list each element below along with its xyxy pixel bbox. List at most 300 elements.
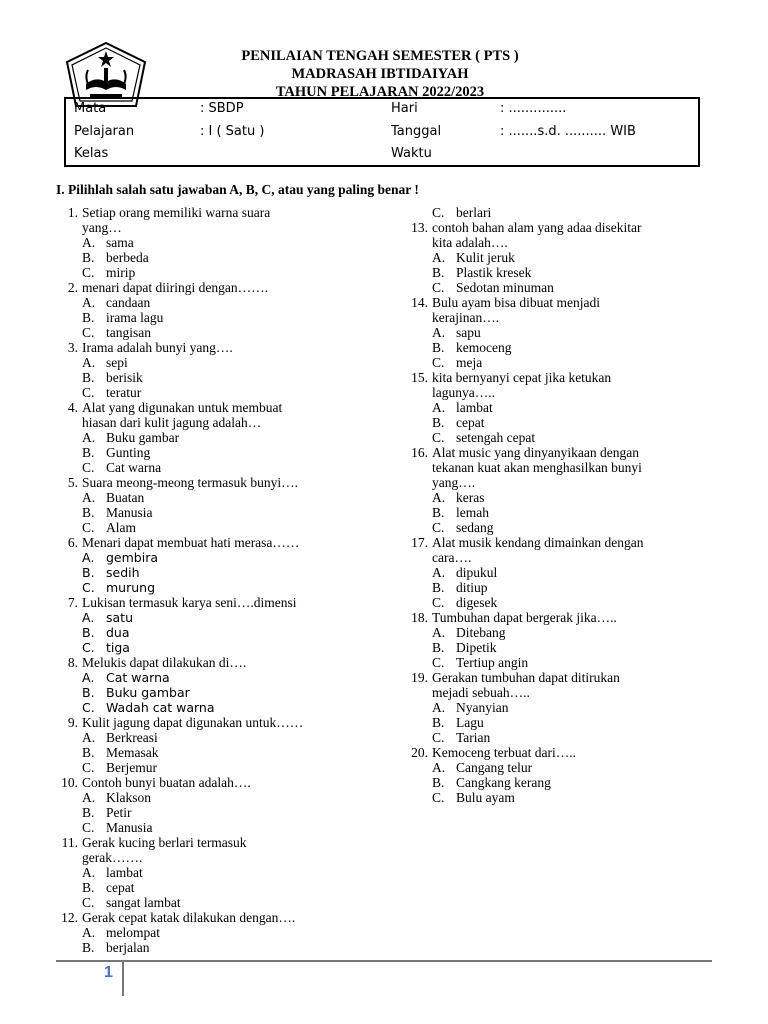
question-number: 17. — [411, 535, 428, 550]
question-line — [56, 655, 386, 670]
question-text: Alat musik kendang dimainkan dengan — [432, 535, 644, 550]
question-line — [406, 460, 706, 475]
option-text: Buku gambar — [106, 430, 180, 445]
option-text: dipukul — [456, 565, 498, 580]
option-letter: A. — [82, 610, 95, 625]
option-text: sangat lambat — [106, 895, 181, 910]
option-text: berisik — [106, 370, 143, 385]
answer-option — [406, 280, 706, 295]
question-item — [406, 205, 706, 220]
question-text: mejadi sebuah….. — [432, 685, 530, 700]
option-text: mirip — [106, 265, 136, 280]
answer-option — [56, 235, 386, 250]
answer-option — [56, 940, 386, 955]
question-item — [406, 295, 706, 370]
answer-option — [406, 730, 706, 745]
option-text: Buku gambar — [106, 685, 190, 700]
option-letter: A. — [82, 235, 96, 250]
question-text: Gerak cepat katak dilakukan dengan…. — [82, 910, 296, 925]
question-item — [56, 655, 386, 715]
option-text: cepat — [106, 880, 135, 895]
answer-option — [406, 205, 706, 220]
answer-option — [56, 295, 386, 310]
answer-option — [56, 670, 386, 685]
question-number: 1. — [67, 205, 78, 220]
option-letter: A. — [82, 925, 96, 940]
option-letter: A. — [432, 625, 446, 640]
answer-option — [56, 640, 386, 655]
question-number: 13. — [411, 220, 428, 235]
answer-option — [56, 625, 386, 640]
question-line — [406, 745, 706, 760]
question-text: Kulit jagung dapat digunakan untuk…… — [82, 715, 304, 730]
option-text: cepat — [456, 415, 485, 430]
answer-option — [56, 805, 386, 820]
question-text: Bulu ayam bisa dibuat menjadi — [432, 295, 600, 310]
answer-option — [56, 760, 386, 775]
option-text: Berjemur — [106, 760, 157, 775]
option-text: Kulit jeruk — [456, 250, 515, 265]
option-letter: A. — [82, 295, 96, 310]
answer-option — [406, 580, 706, 595]
footer-divider — [56, 960, 712, 962]
question-item — [56, 910, 386, 955]
option-text: tangisan — [106, 325, 151, 340]
option-text: Klakson — [106, 790, 151, 805]
question-item — [56, 475, 386, 535]
question-line — [56, 835, 386, 850]
option-letter: C. — [82, 325, 95, 340]
option-text: sama — [106, 235, 134, 250]
answer-option — [406, 790, 706, 805]
question-line — [406, 610, 706, 625]
answer-option — [56, 790, 386, 805]
option-letter: B. — [82, 505, 95, 520]
option-letter: A. — [82, 355, 96, 370]
question-text: cara…. — [432, 550, 472, 565]
question-line — [56, 535, 386, 550]
option-text: Berkreasi — [106, 730, 158, 745]
waktu-label: Waktu — [391, 146, 432, 161]
option-letter: A. — [82, 865, 96, 880]
mapel-value: : SBDP — [200, 101, 244, 116]
question-number: 2. — [67, 280, 78, 295]
answer-option — [56, 325, 386, 340]
answer-option — [406, 430, 706, 445]
option-letter: B. — [82, 310, 95, 325]
option-letter: C. — [82, 520, 95, 535]
question-text: hiasan dari kulit jagung adalah… — [82, 415, 262, 430]
option-letter: B. — [82, 250, 95, 265]
option-letter: A. — [82, 670, 95, 685]
option-text: gembira — [106, 550, 159, 565]
answer-option — [406, 490, 706, 505]
option-letter: B. — [82, 745, 95, 760]
answer-option — [406, 655, 706, 670]
question-line — [56, 775, 386, 790]
questions-left-column — [56, 205, 386, 955]
answer-option — [56, 430, 386, 445]
answer-option — [56, 730, 386, 745]
option-letter: A. — [82, 790, 96, 805]
question-number: 8. — [67, 655, 78, 670]
option-letter: B. — [432, 715, 445, 730]
question-text: kita adalah…. — [432, 235, 508, 250]
hari-label: Hari — [391, 101, 418, 116]
option-letter: B. — [432, 640, 445, 655]
questions-right-column — [406, 205, 706, 805]
question-line — [406, 475, 706, 490]
option-text: Manusia — [106, 505, 153, 520]
question-item — [56, 205, 386, 280]
info-row-2 — [66, 124, 698, 146]
title-line-3: TAHUN PELAJARAN 2022/2023 — [275, 84, 485, 100]
answer-option — [406, 355, 706, 370]
option-text: sedih — [106, 565, 140, 580]
option-text: berbeda — [106, 250, 149, 265]
option-letter: B. — [432, 340, 445, 355]
option-letter: B. — [82, 370, 95, 385]
question-text: Gerakan tumbuhan dapat ditirukan — [432, 670, 620, 685]
answer-option — [406, 595, 706, 610]
question-item — [56, 835, 386, 910]
question-number: 19. — [411, 670, 428, 685]
option-text: dua — [106, 625, 130, 640]
answer-option — [56, 505, 386, 520]
question-text: menari dapat diiringi dengan……. — [82, 280, 268, 295]
option-letter: C. — [432, 280, 445, 295]
option-text: meja — [456, 355, 483, 370]
question-line — [56, 475, 386, 490]
answer-option — [406, 415, 706, 430]
question-text: Kemoceng terbuat dari….. — [432, 745, 576, 760]
question-text: Suara meong-meong termasuk bunyi…. — [82, 475, 298, 490]
answer-option — [56, 460, 386, 475]
question-line — [406, 220, 706, 235]
answer-option — [56, 385, 386, 400]
option-text: Bulu ayam — [456, 790, 515, 805]
option-letter: C. — [82, 265, 95, 280]
question-line — [406, 535, 706, 550]
question-line — [406, 295, 706, 310]
question-number: 4. — [67, 400, 78, 415]
option-text: Tertiup angin — [456, 655, 529, 670]
question-number: 12. — [61, 910, 78, 925]
option-letter: C. — [82, 460, 95, 475]
question-line — [56, 400, 386, 415]
question-item — [56, 340, 386, 400]
question-number: 7. — [67, 595, 78, 610]
question-text: contoh bahan alam yang adaa disekitar — [432, 220, 642, 235]
option-letter: B. — [432, 265, 445, 280]
question-text: Lukisan termasuk karya seni….dimensi — [82, 595, 297, 610]
answer-option — [406, 775, 706, 790]
pelajaran-label: Pelajaran — [74, 124, 135, 139]
question-line — [56, 280, 386, 295]
answer-option — [406, 715, 706, 730]
question-number: 5. — [67, 475, 78, 490]
option-letter: B. — [82, 565, 95, 580]
option-text: Dipetik — [456, 640, 497, 655]
question-item — [56, 535, 386, 595]
option-letter: C. — [432, 790, 445, 805]
option-text: Buatan — [106, 490, 145, 505]
option-text: kemoceng — [456, 340, 512, 355]
question-number: 10. — [61, 775, 78, 790]
option-letter: A. — [432, 490, 446, 505]
question-line — [406, 670, 706, 685]
info-row-3 — [66, 146, 698, 168]
option-letter: B. — [82, 445, 95, 460]
option-text: Sedotan minuman — [456, 280, 554, 295]
answer-option — [56, 820, 386, 835]
option-letter: C. — [82, 580, 95, 595]
option-text: sapu — [456, 325, 481, 340]
question-line — [56, 340, 386, 355]
option-letter: A. — [82, 550, 95, 565]
title-line-1: PENILAIAN TENGAH SEMESTER ( PTS ) — [241, 48, 519, 64]
option-letter: C. — [82, 640, 95, 655]
option-letter: A. — [82, 430, 96, 445]
option-text: Plastik kresek — [456, 265, 532, 280]
question-number: 18. — [411, 610, 428, 625]
option-letter: A. — [432, 325, 446, 340]
option-letter: A. — [432, 760, 446, 775]
question-item — [56, 775, 386, 835]
option-text: irama lagu — [106, 310, 164, 325]
answer-option — [406, 505, 706, 520]
option-letter: B. — [432, 505, 445, 520]
answer-option — [406, 700, 706, 715]
question-line — [406, 550, 706, 565]
option-text: setengah cepat — [456, 430, 536, 445]
option-letter: A. — [432, 400, 446, 415]
answer-option — [406, 565, 706, 580]
question-text: Alat music yang dinyanyikaan dengan — [432, 445, 639, 460]
answer-option — [56, 520, 386, 535]
option-text: Lagu — [456, 715, 484, 730]
option-text: Cangkang kerang — [456, 775, 551, 790]
option-letter: B. — [432, 415, 445, 430]
question-text: yang…. — [432, 475, 476, 490]
answer-option — [56, 610, 386, 625]
question-item — [406, 370, 706, 445]
option-letter: B. — [432, 580, 445, 595]
hari-value: : .............. — [500, 101, 567, 116]
answer-option — [56, 565, 386, 580]
tanggal-label: Tanggal — [391, 124, 442, 139]
option-text: Petir — [106, 805, 132, 820]
option-letter: A. — [432, 700, 446, 715]
title-line-2: MADRASAH IBTIDAIYAH — [291, 66, 469, 82]
answer-option — [56, 355, 386, 370]
question-text: Menari dapat membuat hati merasa…… — [82, 535, 300, 550]
option-text: ditiup — [456, 580, 488, 595]
question-line — [56, 205, 386, 220]
question-text: tekanan kuat akan menghasilkan bunyi — [432, 460, 642, 475]
option-letter: B. — [82, 880, 95, 895]
answer-option — [56, 895, 386, 910]
option-text: sedang — [456, 520, 494, 535]
option-text: Cat warna — [106, 460, 162, 475]
question-item — [406, 220, 706, 295]
question-item — [56, 400, 386, 475]
answer-option — [56, 880, 386, 895]
answer-option — [406, 400, 706, 415]
question-text: Contoh bunyi buatan adalah…. — [82, 775, 251, 790]
option-text: lambat — [456, 400, 493, 415]
question-text: yang… — [82, 220, 122, 235]
question-number: 15. — [411, 370, 428, 385]
question-number: 16. — [411, 445, 428, 460]
question-text: kerajinan…. — [432, 310, 500, 325]
question-text: Irama adalah bunyi yang…. — [82, 340, 233, 355]
option-text: digesek — [456, 595, 498, 610]
option-text: Ditebang — [456, 625, 506, 640]
option-letter: C. — [432, 730, 445, 745]
option-letter: B. — [82, 625, 95, 640]
question-line — [56, 715, 386, 730]
question-item — [56, 595, 386, 655]
answer-option — [56, 700, 386, 715]
question-number: 3. — [67, 340, 78, 355]
kelas-label: Kelas — [74, 146, 109, 161]
question-line — [56, 415, 386, 430]
answer-option — [56, 865, 386, 880]
option-letter: A. — [432, 250, 446, 265]
question-line — [406, 235, 706, 250]
answer-option — [56, 310, 386, 325]
question-text: Melukis dapat dilakukan di…. — [82, 655, 247, 670]
question-line — [406, 370, 706, 385]
question-number: 6. — [67, 535, 78, 550]
question-text: Setiap orang memiliki warna suara — [82, 205, 271, 220]
answer-option — [56, 265, 386, 280]
option-text: Cat warna — [106, 670, 170, 685]
answer-option — [56, 580, 386, 595]
option-letter: A. — [82, 490, 96, 505]
answer-option — [406, 250, 706, 265]
answer-option — [56, 445, 386, 460]
option-text: Alam — [106, 520, 136, 535]
question-number: 14. — [411, 295, 428, 310]
option-text: sepi — [106, 355, 128, 370]
option-letter: C. — [82, 700, 95, 715]
answer-option — [406, 760, 706, 775]
question-number: 20. — [411, 745, 428, 760]
kelas-value: : I ( Satu ) — [200, 124, 265, 139]
option-text: Wadah cat warna — [106, 700, 215, 715]
answer-option — [406, 325, 706, 340]
question-text: kita bernyanyi cepat jika ketukan — [432, 370, 612, 385]
answer-option — [406, 520, 706, 535]
option-letter: B. — [82, 685, 95, 700]
option-text: teratur — [106, 385, 142, 400]
question-item — [56, 280, 386, 340]
option-letter: A. — [82, 730, 96, 745]
option-text: Cangang telur — [456, 760, 533, 775]
option-letter: C. — [432, 205, 445, 220]
option-text: berlari — [456, 205, 492, 220]
option-text: satu — [106, 610, 133, 625]
answer-option — [406, 640, 706, 655]
answer-option — [56, 490, 386, 505]
info-row-1 — [66, 101, 698, 123]
option-letter: C. — [82, 385, 95, 400]
question-number: 11. — [61, 835, 78, 850]
question-line — [406, 385, 706, 400]
section-instruction: I. Pilihlah salah satu jawaban A, B, C, atau yang paling benar ! — [56, 182, 419, 197]
answer-option — [56, 250, 386, 265]
question-line — [56, 910, 386, 925]
option-letter: C. — [432, 595, 445, 610]
question-line — [406, 685, 706, 700]
option-letter: A. — [432, 565, 446, 580]
mata-label: Mata — [74, 101, 107, 116]
answer-option — [406, 265, 706, 280]
question-line — [406, 310, 706, 325]
option-text: lambat — [106, 865, 143, 880]
answer-option — [56, 370, 386, 385]
option-text: lemah — [456, 505, 489, 520]
option-letter: C. — [432, 355, 445, 370]
option-text: Manusia — [106, 820, 153, 835]
footer-vertical-bar — [122, 962, 124, 996]
option-letter: C. — [432, 520, 445, 535]
question-text: gerak……. — [82, 850, 143, 865]
answer-option — [56, 925, 386, 940]
option-letter: C. — [82, 760, 95, 775]
answer-option — [56, 745, 386, 760]
option-text: Memasak — [106, 745, 159, 760]
answer-option — [406, 625, 706, 640]
question-line — [56, 220, 386, 235]
option-letter: C. — [82, 820, 95, 835]
option-text: keras — [456, 490, 485, 505]
option-letter: B. — [82, 940, 95, 955]
question-item — [406, 535, 706, 610]
question-item — [56, 715, 386, 775]
option-letter: B. — [82, 805, 95, 820]
answer-option — [406, 340, 706, 355]
option-text: tiga — [106, 640, 130, 655]
option-text: melompat — [106, 925, 160, 940]
document-title — [180, 47, 580, 101]
question-item — [406, 670, 706, 745]
question-line — [406, 445, 706, 460]
question-text: Tumbuhan dapat bergerak jika….. — [432, 610, 617, 625]
option-letter: B. — [432, 775, 445, 790]
question-line — [56, 595, 386, 610]
option-text: Gunting — [106, 445, 151, 460]
question-text: Gerak kucing berlari termasuk — [82, 835, 247, 850]
option-text: berjalan — [106, 940, 150, 955]
question-text: lagunya….. — [432, 385, 495, 400]
option-text: Tarian — [456, 730, 491, 745]
option-text: murung — [106, 580, 156, 595]
option-letter: C. — [432, 655, 445, 670]
option-text: candaan — [106, 295, 151, 310]
option-letter: C. — [82, 895, 95, 910]
question-item — [406, 745, 706, 805]
answer-option — [56, 685, 386, 700]
option-text: Nyanyian — [456, 700, 509, 715]
question-text: Alat yang digunakan untuk membuat — [82, 400, 283, 415]
page-number: 1 — [104, 964, 113, 981]
question-item — [406, 445, 706, 535]
exam-info-box — [64, 97, 700, 167]
question-number: 9. — [67, 715, 78, 730]
